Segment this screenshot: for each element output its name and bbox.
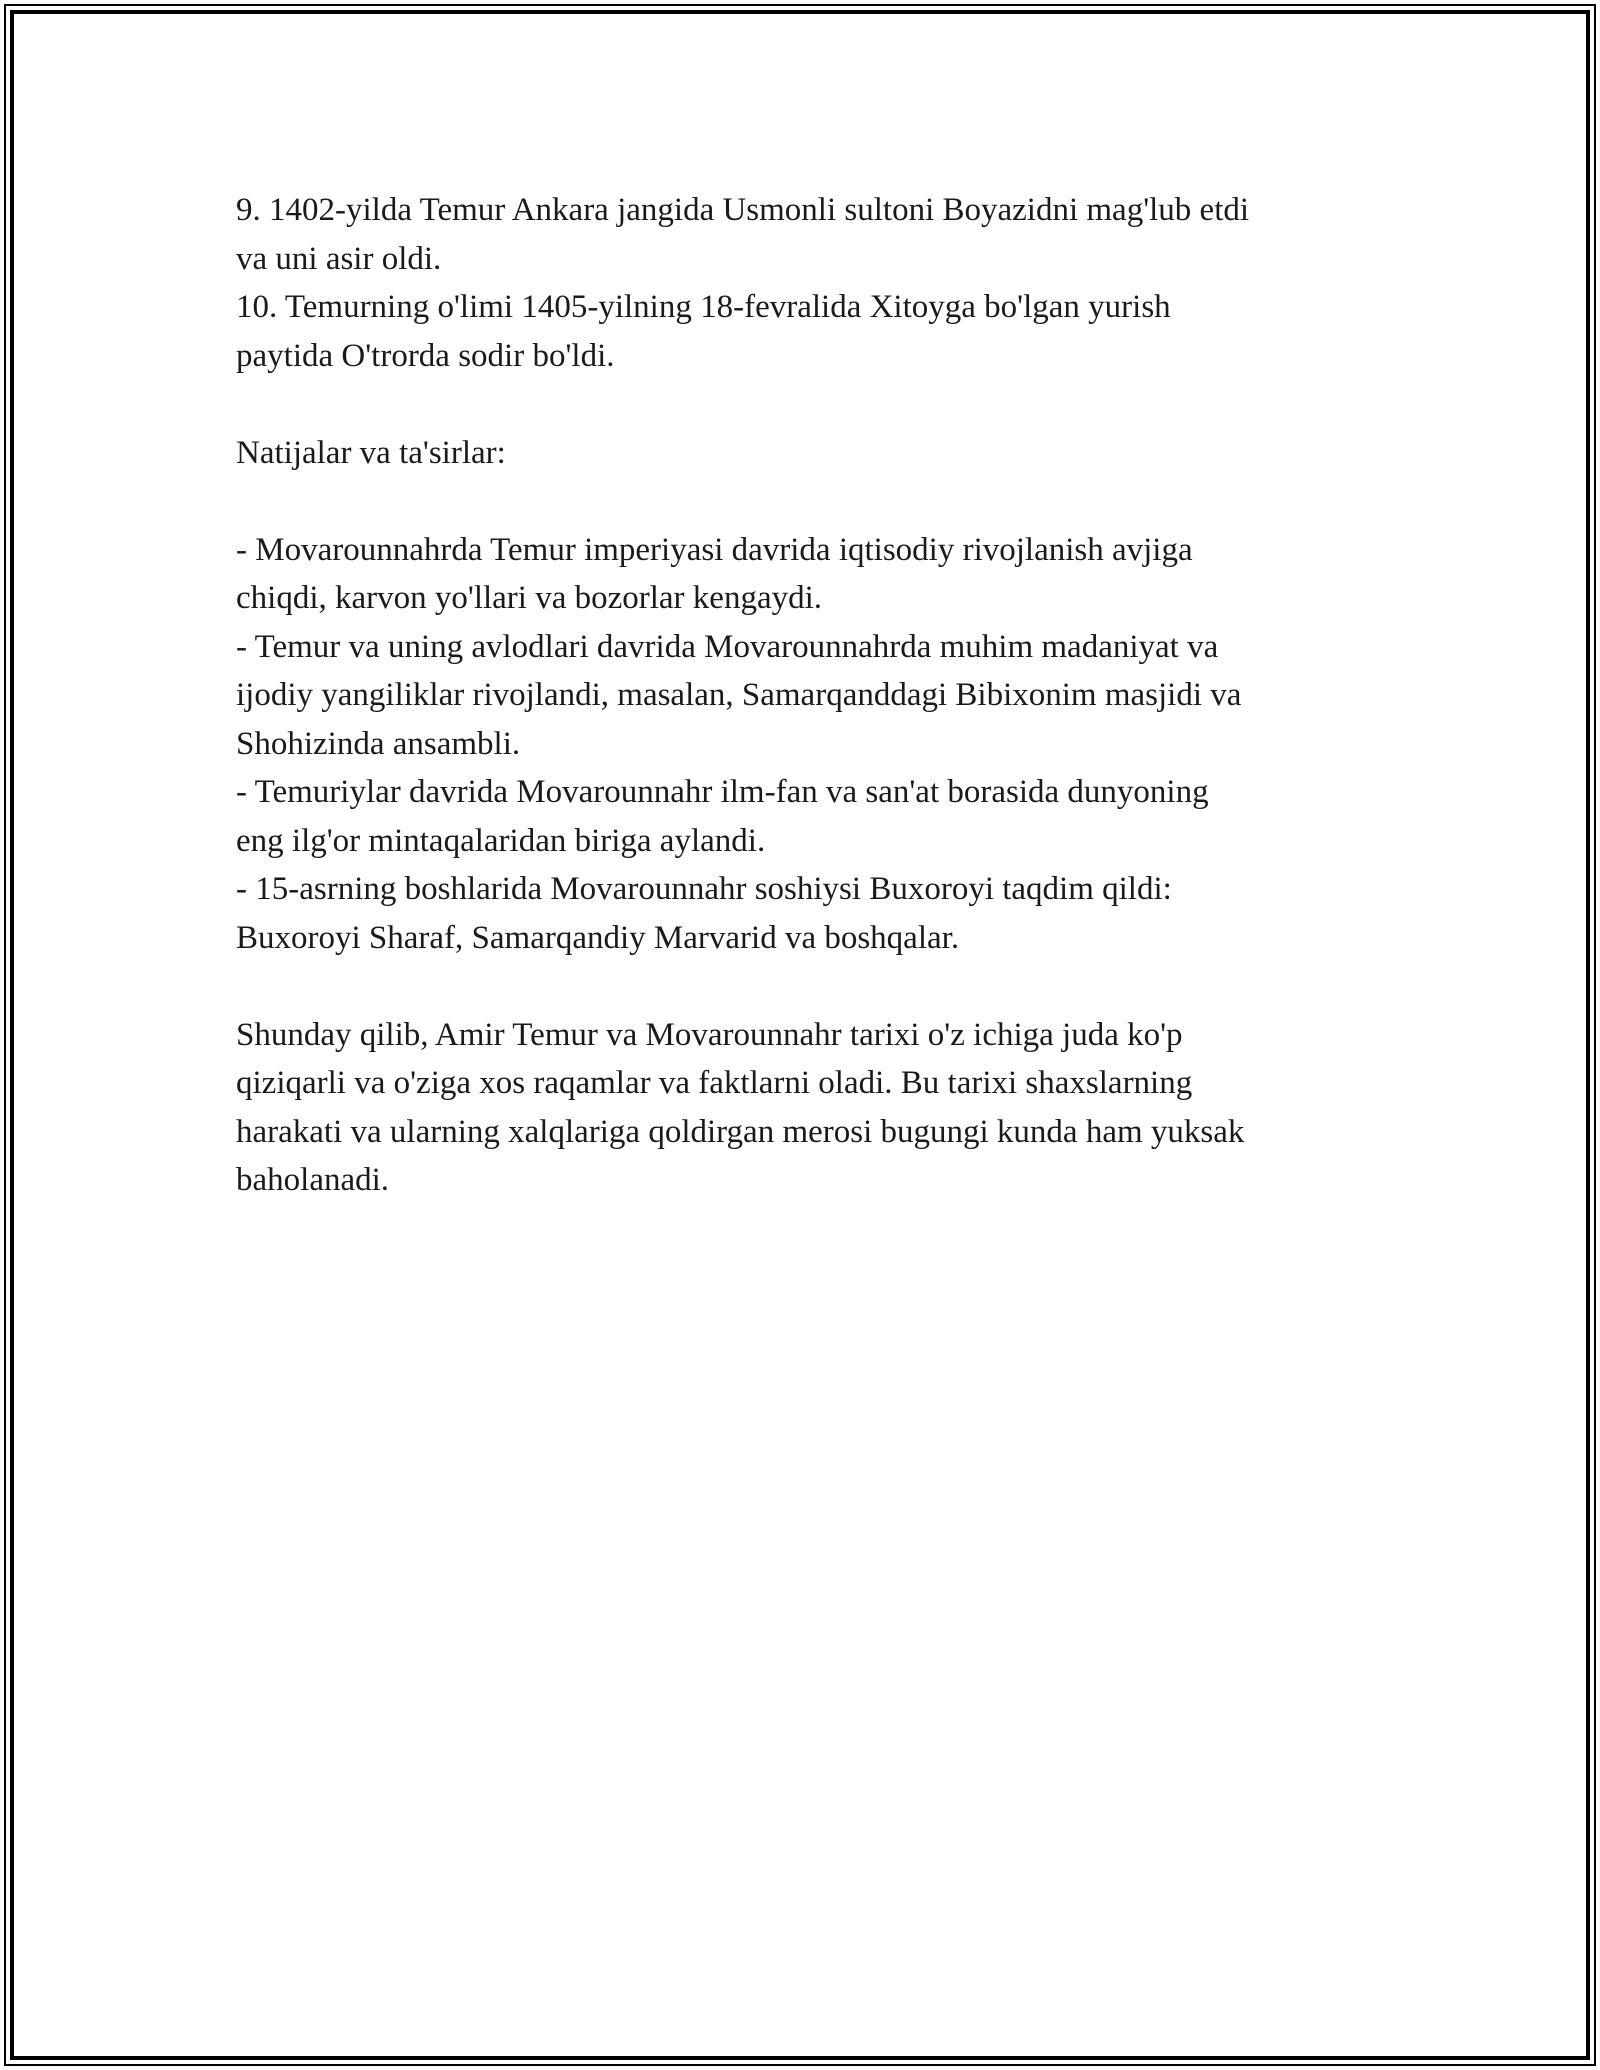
results-item-economy <box>236 526 1416 623</box>
paragraph-spacer <box>236 380 1416 429</box>
text-line: - Temur va uning avlodlari davrida Movarounnahrda muhim madaniyat va <box>236 628 1219 665</box>
list-item-9 <box>236 186 1416 283</box>
text-line: - 15-asrning boshlarida Movarounnahr soshiysi Buxoroyi taqdim qildi: <box>236 871 1172 907</box>
results-heading: Natijalar va ta'sirlar: <box>236 434 506 471</box>
text-line: qiziqarli va o'ziga xos raqamlar va faktlarni oladi. Bu tarixi shaxslarning <box>236 1065 1193 1101</box>
text-line: baholanadi. <box>236 1162 390 1198</box>
document-body <box>236 186 1416 1205</box>
text-line: 10. Temurning o'limi 1405-yilning 18-fevralida Xitoyga bo'lgan yurish <box>236 289 1171 325</box>
text-line: - Temuriylar davrida Movarounnahr ilm-fan va san'at borasida dunyoning <box>236 774 1209 810</box>
results-list <box>236 526 1416 963</box>
text-line: Buxoroyi Sharaf, Samarqandiy Marvarid va boshqalar. <box>236 919 960 956</box>
text-line: Shunday qilib, Amir Temur va Movarounnahr tarixi o'z ichiga juda ko'p <box>236 1016 1183 1053</box>
text-line: va uni asir oldi. <box>236 240 442 277</box>
conclusion-paragraph <box>236 1011 1416 1205</box>
paragraph-spacer <box>236 962 1416 1011</box>
text-line: harakati va ularning xalqlariga qoldirgan merosi bugungi kunda ham yuksak <box>236 1113 1245 1150</box>
text-line: paytida O'trorda sodir bo'ldi. <box>236 337 615 374</box>
text-line: eng ilg'or mintaqalaridan biriga aylandi. <box>236 822 766 859</box>
text-line: 9. 1402-yilda Temur Ankara jangida Usmonli sultoni Boyazidni mag'lub etdi <box>236 192 1250 228</box>
text-line: Shohizinda ansambli. <box>236 725 521 762</box>
results-item-culture <box>236 623 1416 769</box>
text-line: chiqdi, karvon yo'llari va bozorlar kengaydi. <box>236 580 823 616</box>
text-line: - Movarounnahrda Temur imperiyasi davrida iqtisodiy rivojlanish avjiga <box>236 531 1193 568</box>
paragraph-spacer <box>236 477 1416 526</box>
results-item-science <box>236 768 1416 865</box>
results-item-bukhara <box>236 865 1416 962</box>
text-line: ijodiy yangiliklar rivojlandi, masalan, Samarqanddagi Bibixonim masjidi va <box>236 677 1242 713</box>
numbered-list <box>236 186 1416 380</box>
list-item-10 <box>236 283 1416 380</box>
